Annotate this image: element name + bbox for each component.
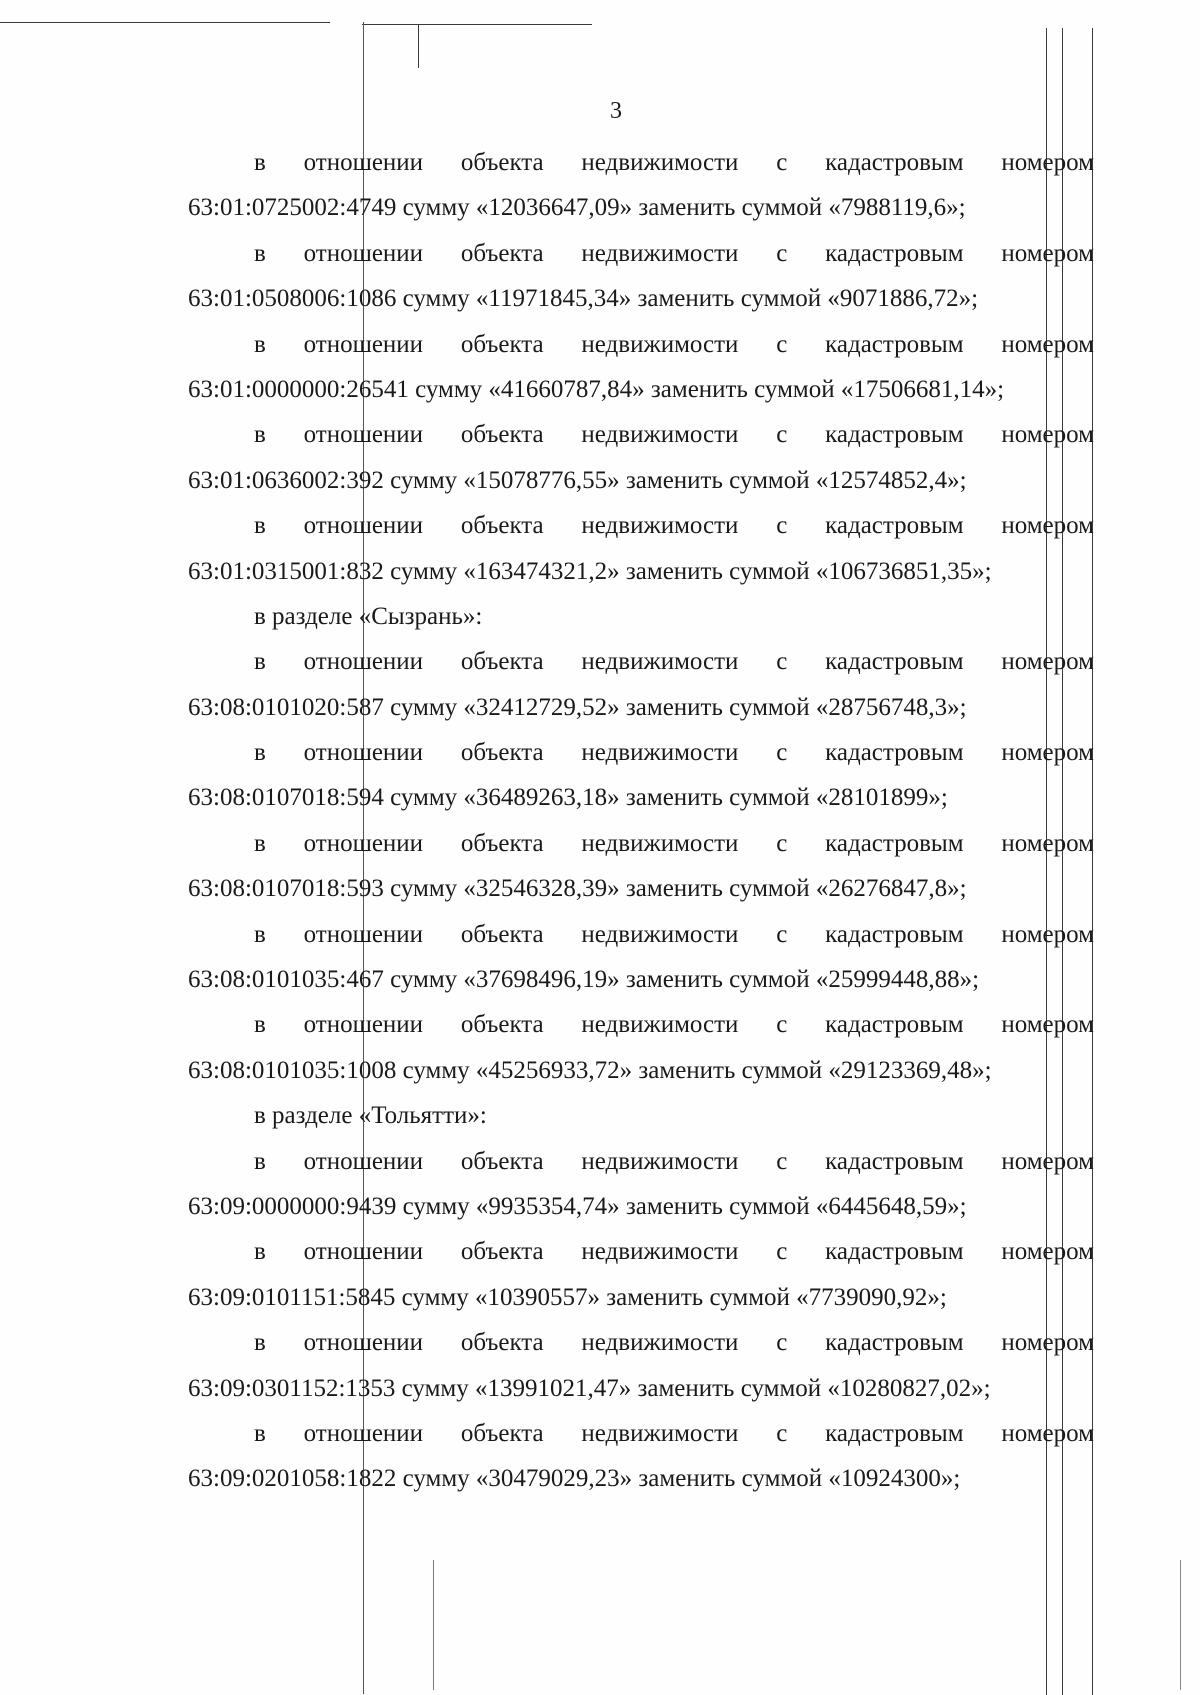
paragraph-continuation-line: 63:01:0508006:1086 сумму «11971845,34» заменить суммой «9071886,72»; <box>188 285 979 313</box>
paragraph-continuation-line: 63:01:0725002:4749 сумму «12036647,09» заменить суммой «7988119,6»; <box>188 194 966 222</box>
paragraph-continuation-line: 63:08:0107018:593 сумму «32546328,39» заменить суммой «26276847,8»; <box>188 875 967 903</box>
paragraph-lead-line: в отношении объекта недвижимости с кадастровым номером <box>254 920 1094 948</box>
paragraph-continuation-line: 63:09:0301152:1353 сумму «13991021,47» заменить суммой «10280827,02»; <box>188 1374 991 1402</box>
paragraph-continuation-line: 63:01:0000000:26541 сумму «41660787,84» заменить суммой «17506681,14»; <box>188 375 1005 403</box>
paragraph-continuation-line: 63:09:0101151:5845 сумму «10390557» заменить суммой «7739090,92»; <box>188 1283 947 1311</box>
page-number: 3 <box>610 98 622 124</box>
paragraph-lead-line: в отношении объекта недвижимости с кадастровым номером <box>254 648 1094 676</box>
paragraph-continuation-line: 63:01:0315001:832 сумму «163474321,2» заменить суммой «106736851,35»; <box>188 557 992 585</box>
scan-line-top-left <box>0 22 330 23</box>
paragraph-continuation-line: 63:09:0000000:9439 сумму «9935354,74» заменить суммой «6445648,59»; <box>188 1192 967 1220</box>
paragraph-continuation-line: 63:08:0101035:1008 сумму «45256933,72» заменить суммой «29123369,48»; <box>188 1056 992 1084</box>
section-heading: в разделе «Тольятти»: <box>254 1102 487 1130</box>
paragraph-continuation-line: 63:08:0101020:587 сумму «32412729,52» заменить суммой «28756748,3»; <box>188 693 967 721</box>
paragraph-continuation-line: 63:01:0636002:392 сумму «15078776,55» заменить суммой «12574852,4»; <box>188 466 967 494</box>
scan-line-vertical-left-mark <box>418 24 419 68</box>
scan-line-vertical-edge <box>1180 1560 1181 1690</box>
paragraph-lead-line: в отношении объекта недвижимости с кадастровым номером <box>254 1011 1094 1039</box>
scan-line-vertical-bottom-mark <box>433 1560 434 1690</box>
paragraph-lead-line: в отношении объекта недвижимости с кадастровым номером <box>254 149 1094 176</box>
paragraph-lead-line: в отношении объекта недвижимости с кадастровым номером <box>254 512 1094 540</box>
paragraph-lead-line: в отношении объекта недвижимости с кадастровым номером <box>254 421 1094 449</box>
paragraph-lead-line: в отношении объекта недвижимости с кадастровым номером <box>254 829 1094 857</box>
paragraph-lead-line: в отношении объекта недвижимости с кадастровым номером <box>254 1238 1094 1266</box>
paragraph-lead-line: в отношении объекта недвижимости с кадастровым номером <box>254 330 1094 358</box>
paragraph-lead-line: в отношении объекта недвижимости с кадастровым номером <box>254 739 1094 767</box>
document-body <box>188 140 1094 1502</box>
paragraph-continuation-line: 63:08:0107018:594 сумму «36489263,18» заменить суммой «28101899»; <box>188 784 948 812</box>
section-heading: в разделе «Сызрань»: <box>254 602 483 630</box>
paragraph-lead-line: в отношении объекта недвижимости с кадастровым номером <box>254 1329 1094 1357</box>
paragraph-continuation-line: 63:09:0201058:1822 сумму «30479029,23» заменить суммой «10924300»; <box>188 1465 961 1493</box>
paragraph-lead-line: в отношении объекта недвижимости с кадастровым номером <box>254 1147 1094 1175</box>
paragraph-continuation-line: 63:08:0101035:467 сумму «37698496,19» заменить суммой «25999448,88»; <box>188 966 980 994</box>
scan-line-top-mid <box>362 24 592 25</box>
paragraph-lead-line: в отношении объекта недвижимости с кадастровым номером <box>254 239 1094 267</box>
paragraph-lead-line: в отношении объекта недвижимости с кадастровым номером <box>254 1419 1094 1447</box>
